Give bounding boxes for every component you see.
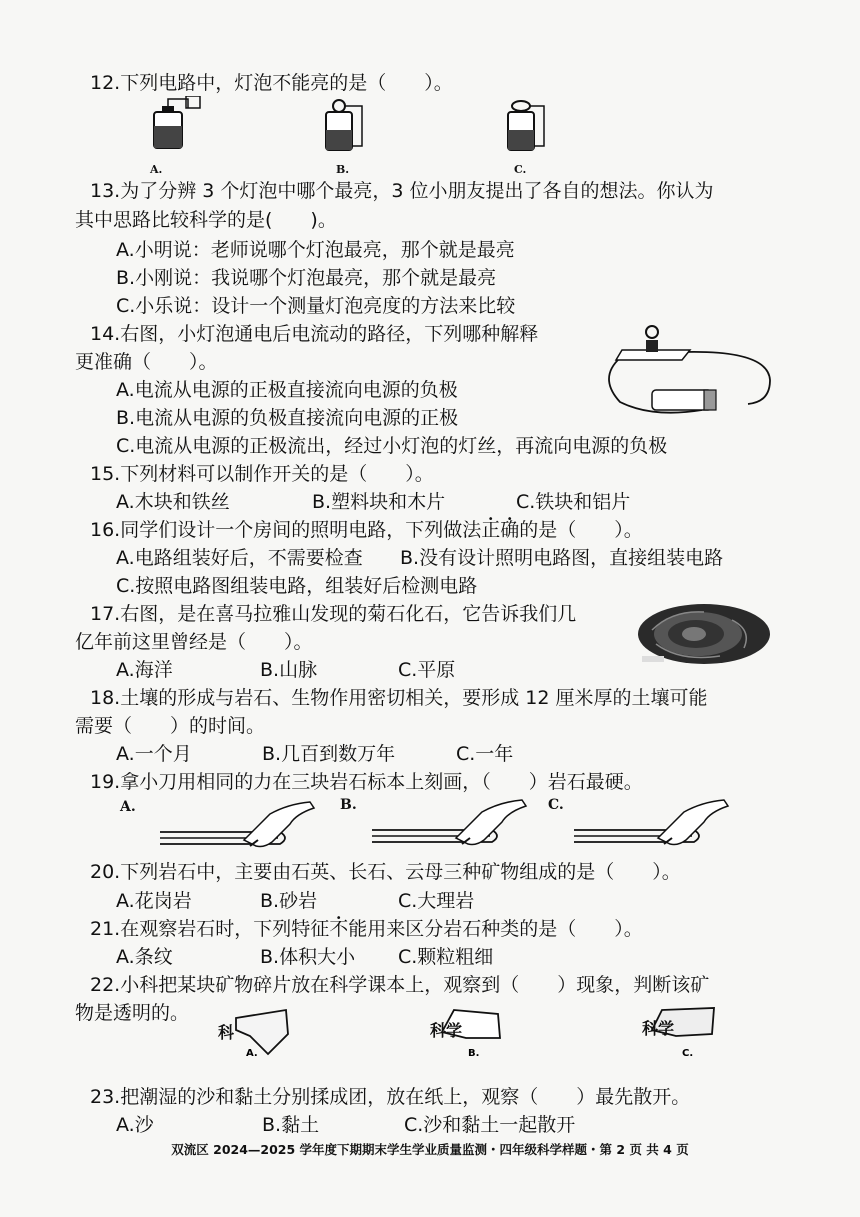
q19-stem: 19.拿小刀用相同的力在三块岩石标本上刻画，（ ）岩石最硬。 — [90, 771, 643, 793]
q16-option-c: C.按照电路图组装电路，组装好后检测电路 — [116, 575, 478, 597]
q22-label-a: A. — [246, 1048, 258, 1058]
q21-stem: 21.在观察岩石时，下列特征不能用来区分岩石种类的是（ ）。 — [90, 918, 643, 940]
q23-option-c: C.沙和黏土一起散开 — [404, 1114, 576, 1136]
q12-label-b: B. — [336, 163, 350, 176]
q22-stem-2: 物是透明的。 — [75, 1002, 190, 1024]
q12-circuit-a — [140, 96, 210, 156]
q21-option-b: B.体积大小 — [260, 946, 356, 968]
q22-mineral-b-image — [426, 1004, 516, 1058]
q14-stem-1: 14.右图，小灯泡通电后电流动的路径，下列哪种解释 — [90, 323, 539, 345]
q15-option-b: B.塑料块和木片 — [312, 491, 446, 513]
q17-ammonite-fossil-image — [632, 600, 772, 670]
q18-option-a: A.一个月 — [116, 743, 192, 765]
q14-option-b: B.电流从电源的负极直接流向电源的正极 — [116, 407, 459, 429]
q20-option-c: C.大理岩 — [398, 890, 475, 912]
q19-scratch-b-image — [372, 798, 552, 854]
q22-mineral-c-image — [632, 1004, 722, 1058]
q13-option-a: A.小明说：老师说哪个灯泡最亮，那个就是最亮 — [116, 239, 515, 261]
q18-stem-1: 18.土壤的形成与岩石、生物作用密切相关，要形成 12 厘米厚的土壤可能 — [90, 687, 708, 709]
q22-stem-1: 22.小科把某块矿物碎片放在科学课本上，观察到（ ）现象，判断该矿 — [90, 974, 710, 996]
q12-label-a: A. — [150, 163, 163, 176]
q21-option-c: C.颗粒粗细 — [398, 946, 494, 968]
q20-option-b: B.砂岩 — [260, 890, 318, 912]
q20-option-a: A.花岗岩 — [116, 890, 192, 912]
q23-option-b: B.黏土 — [262, 1114, 320, 1136]
q15-option-c: C.铁块和铝片 — [516, 491, 631, 513]
q17-stem-2: 亿年前这里曾经是（ ）。 — [75, 631, 313, 653]
q14-circuit-image — [592, 318, 782, 418]
q14-option-a: A.电流从电源的正极直接流向电源的负极 — [116, 379, 458, 401]
q15-option-a: A.木块和铁丝 — [116, 491, 230, 513]
q21-option-a: A.条纹 — [116, 946, 173, 968]
q22-label-c: C. — [682, 1048, 694, 1058]
q19-label-b: B. — [340, 797, 357, 813]
q22-label-b: B. — [468, 1048, 480, 1058]
q18-stem-2: 需要（ ）的时间。 — [75, 715, 266, 737]
q16-stem: 16.同学们设计一个房间的照明电路，下列做法正确的是（ ）。 — [90, 519, 643, 541]
q14-stem-2: 更准确（ ）。 — [75, 351, 218, 373]
q20-stem: 20.下列岩石中，主要由石英、长石、云母三种矿物组成的是（ ）。 — [90, 861, 681, 883]
q17-stem-1: 17.右图，是在喜马拉雅山发现的菊石化石，它告诉我们几 — [90, 603, 577, 625]
q12-circuit-b — [318, 98, 378, 158]
q14-option-c: C.电流从电源的正极流出，经过小灯泡的灯丝，再流向电源的负极 — [116, 435, 668, 457]
q19-scratch-a-image — [160, 800, 340, 856]
q19-scratch-c-image — [574, 798, 754, 854]
q15-stem: 15.下列材料可以制作开关的是（ ）。 — [90, 463, 434, 485]
q23-option-a: A.沙 — [116, 1114, 154, 1136]
q18-option-b: B.几百到数万年 — [262, 743, 396, 765]
q12-label-c: C. — [514, 163, 527, 176]
q12-circuit-c — [500, 98, 560, 158]
q16-option-a: A.电路组装好后，不需要检查 — [116, 547, 363, 569]
page-footer: 双流区 2024—2025 学年度下期期末学生学业质量监测・四年级科学样题・第 2 页 共 4 页 — [171, 1142, 689, 1157]
q22-mineral-a-image — [216, 1004, 296, 1058]
q13-option-c: C.小乐说：设计一个测量灯泡亮度的方法来比较 — [116, 295, 516, 317]
q22-book-text-a: 科 — [218, 1023, 235, 1042]
q19-label-c: C. — [548, 797, 564, 813]
q22-book-text-c: 科学 — [642, 1019, 675, 1038]
q17-option-c: C.平原 — [398, 659, 456, 681]
q17-option-b: B.山脉 — [260, 659, 318, 681]
q13-stem-2: 其中思路比较科学的是( )。 — [75, 209, 337, 231]
q16-option-b: B.没有设计照明电路图，直接组装电路 — [400, 547, 724, 569]
q19-label-a: A. — [120, 799, 136, 815]
q12-stem: 12.下列电路中，灯泡不能亮的是（ ）。 — [90, 72, 453, 94]
q13-option-b: B.小刚说：我说哪个灯泡最亮，那个就是最亮 — [116, 267, 497, 289]
q17-option-a: A.海洋 — [116, 659, 173, 681]
q18-option-c: C.一年 — [456, 743, 514, 765]
q22-book-text-b: 科学 — [430, 1021, 463, 1040]
q23-stem: 23.把潮湿的沙和黏土分别揉成团，放在纸上，观察（ ）最先散开。 — [90, 1086, 691, 1108]
q13-stem-1: 13.为了分辨 3 个灯泡中哪个最亮，3 位小朋友提出了各自的想法。你认为 — [90, 180, 714, 202]
